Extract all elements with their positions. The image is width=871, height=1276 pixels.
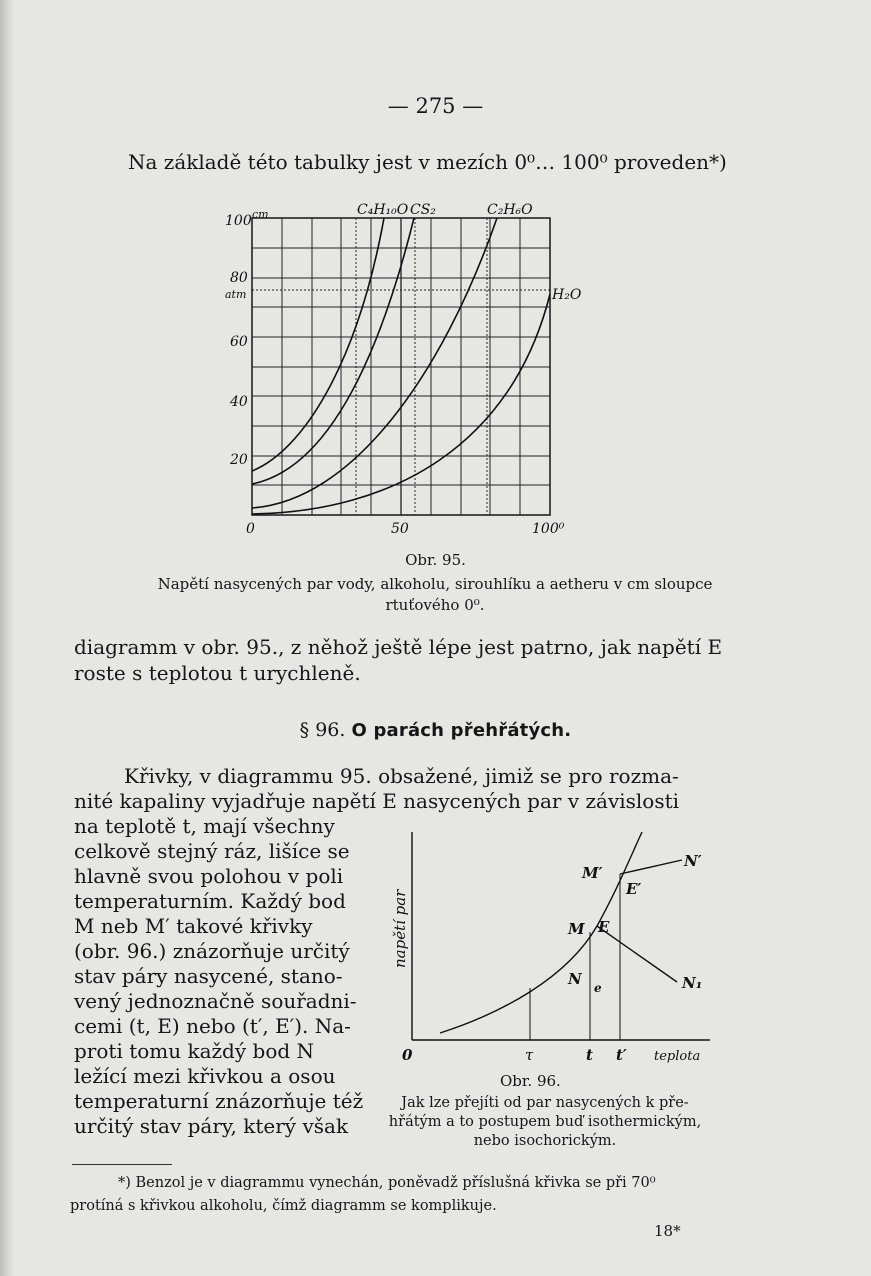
paragraph-line: M neb M′ takové křivky [74,914,313,938]
paragraph-line: temperaturní znázorňuje též [74,1089,364,1113]
x-tick-tau: τ [525,1046,534,1064]
footnote-line: protíná s křivkou alkoholu, čímž diagramm se komplikuje. [70,1198,497,1214]
x-tick-100: 100⁰ [532,521,565,537]
paragraph-line: ležící mezi křivkou a osou [74,1064,336,1088]
curve-cs2 [252,218,414,484]
y-tick-20: 20 [230,452,248,468]
curve-label-alcohol: C₂H₆O [487,202,533,218]
x-tick-t: t [586,1046,593,1064]
paragraph-line: Křivky, v diagrammu 95. obsažené, jimiž se pro rozma- [124,764,679,788]
saturation-curve [440,832,642,1033]
x-axis-label: teplota [654,1049,701,1064]
y-tick-40: 40 [230,394,248,410]
label-e-prime: E′ [626,880,642,898]
paragraph-line: roste s teplotou t urychleně. [74,661,361,685]
figure-95-caption-line: Napětí nasycených par vody, alkoholu, sirouhlíku a aetheru v cm sloupce [157,575,713,593]
label-m-prime: M′ [582,864,603,882]
paragraph-line: na teplotě t, mají všechny [74,814,335,838]
paragraph-line: vený jednoznačně souřadni- [74,989,357,1013]
y-tick-100: 100 [225,213,252,229]
paragraph-line: celkově stejný ráz, lišíce se [74,839,350,863]
y-tick-80: 80 [230,270,248,286]
x-tick-50: 50 [391,521,409,537]
y-tick-60: 60 [230,334,248,350]
y-unit-cm: cm [252,208,269,221]
page-edge-shadow [0,0,14,1276]
label-n-prime: N′ [684,852,702,870]
figure-96-diagram [392,828,722,1068]
origin-label: 0 [402,1046,413,1064]
paragraph-line: proti tomu každý bod N [74,1039,315,1063]
paragraph-line: diagramm v obr. 95., z něhož ještě lépe jest patrno, jak napětí E [74,635,723,659]
paragraph-line: (obr. 96.) znázorňuje určitý [74,939,350,963]
curve-ether [252,218,384,471]
intro-line: Na základě této tabulky jest v mezích 0⁰… 100⁰ proveden*) [128,150,727,174]
x-tick-t-prime: t′ [616,1046,627,1064]
section-heading [0,719,871,741]
curve-label-cs2: CS₂ [410,202,436,218]
figure-95-caption-title: Obr. 95. [405,551,466,569]
y-axis-label: napětí par [391,889,409,968]
paragraph-line: hlavně svou polohou v poli [74,864,344,888]
figure-96-caption [350,1094,740,1151]
figure-95-caption [90,574,780,616]
paragraph-line: určitý stav páry, který však [74,1114,349,1138]
footnote [70,1172,656,1218]
figure-96-caption-line: nebo isochorickým. [473,1133,617,1149]
paragraph-line: temperaturním. Každý bod [74,889,346,913]
footnote-line: *) Benzol je v diagrammu vynechán, poněvadž příslušná křivka se při 70⁰ [118,1175,656,1191]
paragraph-line: stav páry nasycené, stano- [74,964,343,988]
page-number: — 275 — [387,94,484,118]
label-e: E [598,918,610,936]
figure-96-caption-title: Obr. 96. [500,1072,561,1090]
label-n1: N₁ [682,974,703,992]
curve-label-ether: C₄H₁₀O [357,202,409,218]
signature-mark: 18* [654,1222,681,1240]
chart-grid [252,218,550,515]
figure-95-caption-line: rtuťového 0⁰. [385,596,485,614]
section-number: § 96. [299,719,346,741]
label-n: N [568,970,582,988]
footnote-rule [72,1164,172,1165]
y-unit-atm: atm [225,288,247,301]
label-m: M [568,920,585,938]
figure-95-chart [222,196,582,546]
x-tick-0: 0 [246,521,255,537]
figure-96-caption-line: hřátým a to postupem buď isothermickým, [388,1114,702,1130]
isotherm-line [620,860,682,874]
section-title: O parách přehřátých. [351,720,572,741]
label-e-small: e [594,981,602,995]
paragraph-line: cemi (t, E) nebo (t′, E′). Na- [74,1014,351,1038]
curve-label-water: H₂O [552,287,582,303]
figure-96-caption-line: Jak lze přejíti od par nasycených k pře- [401,1095,689,1111]
paragraph-line: nité kapaliny vyjadřuje napětí E nasycených par v závislosti [74,789,680,813]
